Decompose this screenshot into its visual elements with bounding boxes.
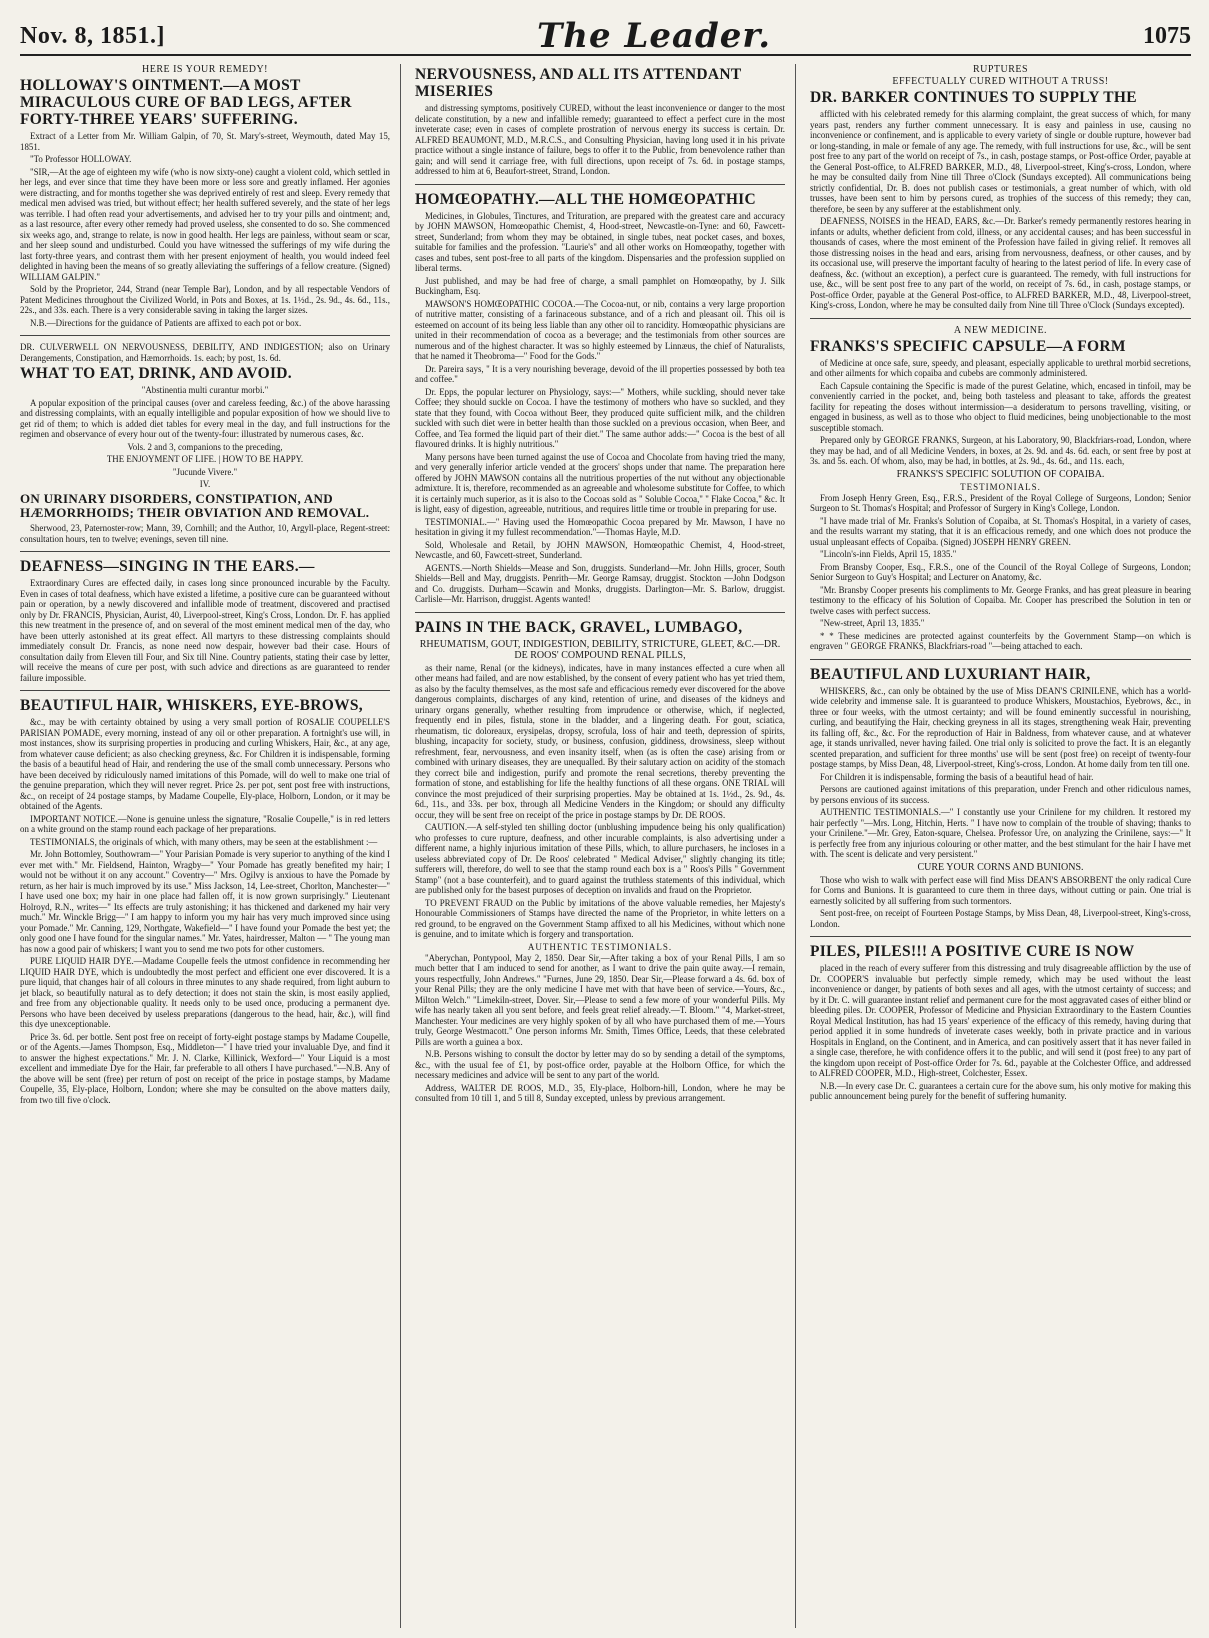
ad-text: Dr. Epps, the popular lecturer on Physiology, says:—" Mothers, while suckling, should never take Coffee; they should suckle on Cocoa. I have the testimony of mothers who have so suckled, and they state that they found, with Cocoa without Beer, they produced quite sufficient milk, and the children suckled with such diet were in better health than those suckled on a previous occasion, when Beer, and Coffee, and Tea formed the liquid part of their diet." The same author adds:—" Cocoa is the best of all flavoured drinks. It is highly nutritious."	[415, 386, 785, 450]
ad-holloway	[20, 64, 390, 336]
ad-culverwell	[20, 342, 390, 552]
ad-kicker: RUPTURES	[972, 64, 1029, 75]
ad-headline: FRANKS'S SPECIFIC CAPSULE—A FORM	[810, 337, 1126, 355]
ad-headline: HOMŒOPATHY.—ALL THE HOMŒOPATHIC	[415, 190, 756, 208]
ad-text: Persons are cautioned against imitations of this preparation, under French and other ridiculous names, by persons envious of its success.	[810, 784, 1191, 805]
ad-motto: "Abstinentia multi curantur morbi."	[141, 385, 269, 396]
ad-headline: DR. BARKER CONTINUES TO SUPPLY THE	[810, 89, 1137, 106]
ad-text: From Bransby Cooper, Esq., F.R.S., one of the Council of the Royal College of Surgeons, London; Senior Surgeon to Guy's Hospital; and Lecturer on Anatomy, &c.	[810, 561, 1191, 583]
ad-piles	[810, 943, 1191, 1109]
ad-headline: PAINS IN THE BACK, GRAVEL, LUMBAGO,	[415, 618, 743, 636]
ad-text: placed in the reach of every sufferer from this distressing and truly disagreeable affliction by the use of Dr. COOPER'S invaluable but perfectly simple remedy, which may be used without the least inconvenience or danger, by patients of both sexes and all ages, with the utmost certainty of success; and by it Dr. C. will guarantee instant relief and permanent cure for the most aggravated cases of either blind or bleeding piles. Dr. COOPER, Professor of Medicine and Physician Extraordinary to the Eastern Counties Royal Medical Institution, has had 15 years' experience of the efficacy of this remedy, having during that period applied it in some hundreds of inveterate cases weekly, both in private practice and in various Hospitals in England, on the Continent, and in America, and can positively assert that it has never failed in a single case, therefore, he with confidence offers it to the public, and will send it (post free) to any part of the kingdom upon receipt of Post-office Order for 7s. 6d., payable at the Colchester Office, and addressed to ALFRED COOPER, M.D., High-street, Colchester, Essex.	[810, 963, 1191, 1079]
ad-text: Mr. John Bottomley, Southowram—" Your Parisian Pomade is very superior to anything of the kind I ever met with." Mr. Fieldsend, Hainton, Wragby—" Your Pomade has greatly benefited my hair; I would not be without it on any account." Coventry—" Mrs. Ogilvy is anxious to have the Pomade by return, as her hair is much improved by its use." Miss Jackson, 14, Lee-street, Chorlton, Manchester—" I have used one box; my hair in one place had fallen off, it is now grown surprisingly." Lieutenant Holroyd, R.N., writes—" Its effects are truly astonishing; it has thickened and darkened my hair very much." Mr. Winckle Brigg—" I am happy to inform you my hair has very much improved since using your Pomade." Mr. Canning, 129, Northgate, Wakefield—" I have found your Pomade the best yet; the only good one I have found for the singular names." Mr. Yates, hairdresser, Malton — " The young man has now a good pair of whiskers; I want you to send me two pots for other customers.	[20, 849, 390, 954]
ad-deafness	[20, 558, 390, 691]
ad-de-roos	[415, 619, 785, 1111]
ad-text: Address, WALTER DE ROOS, M.D., 35, Ely-place, Holborn-hill, London, where he may be consulted from 10 till 1, and 5 till 8, Sunday excepted, unless by previous arrangement.	[415, 1082, 785, 1104]
ad-headline: HOLLOWAY'S OINTMENT.—A MOST MIRACULOUS CURE OF BAD LEGS, AFTER FORTY-THREE YEARS' SUFFERING.	[20, 77, 352, 129]
ad-text: For Children it is indispensable, forming the basis of a beautiful head of hair.	[820, 771, 1094, 782]
ad-headline: PILES, PILES!!! A POSITIVE CURE IS NOW	[810, 943, 1135, 961]
column-3	[810, 64, 1191, 1628]
ad-text: Price 3s. 6d. per bottle. Sent post free on receipt of forty-eight postage stamps by Madame Coupelle, or of the Agents.—James Thompson, Esq., Middleton—" I have tried your invaluable Dye, and find it to answer the highest expectations." Mr. J. N. Clarke, Killinick, Wexford—" Your Liquid is a most excellent and immediate Dye for the Hair, far preferable to all others I have purchased."—N.B. Any of the above will be sent (free) per return of post on receipt of the price in postage stamps, by Madame Coupelle, 35, Ely-place, Holborn, London; where she may be consulted on the above matters daily, from two till five o'clock.	[20, 1031, 390, 1105]
issue-date: Nov. 8, 1851.]	[20, 22, 165, 49]
column-2	[415, 64, 796, 1628]
ad-nervousness	[415, 66, 785, 185]
ad-subheadline: CURE YOUR CORNS AND BUNIONS.	[917, 861, 1084, 873]
ad-homoeopathy	[415, 191, 785, 613]
ad-text: PURE LIQUID HAIR DYE.—Madame Coupelle feels the utmost confidence in recommending her LIQUID HAIR DYE, which is undoubtedly the most perfect and efficient one ever discovered. It is a pure liquid, that changes hair of all colours in three minutes to any shade required, from light auburn to jet black, so beautifully natural as to defy detection; it does not stain the skin, is most easily applied, and free from any objectionable quality. It needs only to be used once, producing a permanent dye. Persons who have been deceived by useless preparations (dangerous to the head, hair, &c.), will find this dye unexceptionable.	[20, 956, 390, 1030]
ad-text: AUTHENTIC TESTIMONIALS.—" I constantly use your Crinilene for my children. It restored my hair perfectly "—Mrs. Long, Hitchin, Herts. " I have now to complain of the trouble of shaving; thanks to your Crinilene."—Mr. Grey, Eaton-square, Chelsea. Professor Ure, on analyzing the Crinilene, says:—" It is perfectly free from any injurious colouring or other matter, and the best stimulant for the hair I have met with. The scent is delicate and very persistent."	[810, 807, 1191, 860]
ad-text: &c., may be with certainty obtained by using a very small portion of ROSALIE COUPELLE'S PARISIAN POMADE, every morning, instead of any oil or other preparation. A fortnight's use will, in most instances, show its surprising properties in producing and curling Whiskers, Hair, &c., at any age, from whatever cause deficient; as also checking greyness, &c. For Children it is indispensable, forming the basis of a beautiful head of Hair, and rendering the use of the small comb unnecessary. Persons who have been deceived by ridiculously named imitations of this Pomade, will do well to make one trial of the genuine preparation, which they will never regret. Price 2s. per pot, sent post free with instructions, &c., on receipt of 24 postage stamps, by Madame Coupelle, Ely-place, Holborn, London, or it may be obtained of the Agents.	[20, 717, 390, 812]
ad-headline: DEAFNESS—SINGING IN THE EARS.—	[20, 558, 315, 576]
column-1	[20, 64, 401, 1628]
ad-text: DEAFNESS, NOISES in the HEAD, EARS, &c.—Dr. Barker's remedy permanently restores hearing in infants or adults, whether deficient from cold, illness, or any accidental causes; and has been successful in thousands of cases, where the most eminent of the Profession have failed in giving relief. It removes all those distressing noises in the head and ears, arising from nervousness, deafness, or other causes, and by its occasional use, will preserve the important faculty of hearing to the latest period of life. In every case of deafness, &c. (without an exception), a perfect cure is guaranteed. The remedy, with full instructions for use, &c., will be sent post free to any part of the world, on receipt of 7s. 6d., in cash, postage stamps, or Post-office Order, payable at the General Post-office, to ALFRED BARKER, M.D., 48, Liverpool-street, King's-cross, London, where he may be consulted daily from Nine till Three o'Clock (Sundays excepted).	[810, 216, 1191, 311]
ad-subheadline: RHEUMATISM, GOUT, INDIGESTION, DEBILITY, STRICTURE, GLEET, &C.—DR. DE ROOS' COMPOUND RENAL PILLS,	[419, 638, 781, 661]
ad-kicker: A NEW MEDICINE.	[953, 324, 1048, 336]
ad-franks	[810, 325, 1191, 660]
ad-text: afflicted with his celebrated remedy for this alarming complaint, the great success of which, for many years past, renders any further comment unnecessary. It is easy and painless in use, causing no inconvenience or confinement, and is applicable to every variety of single or double rupture, however bad or long-standing, in male or female of any age. The remedy, with full instructions for use, &c., will be sent post free to any part of the world on receipt of 7s., in cash, postage stamps, or Post-office Order, payable at the General Post-office, to ALFRED BARKER, M.D., 48, Liverpool-street, King's-cross, London, where he may be consulted daily from Nine till Three o'Clock (Sundays excepted). All communications being strictly confidential, Dr. B. does not publish cases or testimonials, a great number of which, with old trusses, have been sent to him by persons cured, as trophies of the success of this remedy; they can, therefore, be seen by any sufferer at the establishment only.	[810, 109, 1191, 214]
ad-barker	[810, 64, 1191, 319]
ad-headline: NERVOUSNESS, AND ALL ITS ATTENDANT MISERIES	[415, 66, 742, 101]
ad-text: "SIR,—At the age of eighteen my wife (who is now sixty-one) caught a violent cold, which settled in her legs, and ever since that time they have been more or less sore and greatly inflamed. Her agonies were distracting, and for months together she was deprived entirely of rest and sleep. Every remedy that medical men advised was tried, but without effect; her health suffered severely, and the state of her legs was terrible. I had often read your advertisements, and advised her to try your pills and ointment; and, as a last resource, after every other remedy had proved useless, she consented to do so. She commenced six weeks ago, and, strange to relate, is now in good health. Her legs are painless, without seam or scar, and her sleep sound and undisturbed. Could you have witnessed the sufferings of my wife during the last forty-three years, and contrast them with her present enjoyment of health, you would indeed feel delighted in having been the means of so greatly alleviating the sufferings of a fellow creature. (Signed) WILLIAM GALPIN."	[20, 166, 390, 282]
ad-text: N.B.—In every case Dr. C. guarantees a certain cure for the above sum, his only motive for making this public announcement being purely for the benefit of suffering humanity.	[810, 1080, 1191, 1102]
ad-text: From Joseph Henry Green, Esq., F.R.S., President of the Royal College of Surgeons, London; Senior Surgeon to St. Thomas's Hospital; and Professor of Surgery in King's College, London.	[810, 492, 1191, 514]
ad-text: Vols. 2 and 3, companions to the preceding,	[127, 441, 283, 452]
ad-text: MAWSON'S HOMŒOPATHIC COCOA.—The Cocoa-nut, or nib, contains a very large proportion of nutritive matter, consisting of a farinaceous substance, and of a rich and pleasant oil. This oil is esteemed on account of its being less liable than any other oil to rancidity. Homœopathic physicians are united in their recommendation of cocoa as a beverage; and the testimonials from other sources are numerous and of the highest character. It was so highly esteemed by Linnæus, the chief of Naturalists, that he named it Theobroma—" Food for the Gods."	[415, 298, 785, 362]
ad-text: Sent post-free, on receipt of Fourteen Postage Stamps, by Miss Dean, 48, Liverpool-street, King's-cross, London.	[810, 908, 1191, 929]
ad-section-label: TESTIMONIALS.	[960, 481, 1041, 492]
newspaper-title: The Leader.	[536, 16, 772, 56]
ad-dean-crinilene	[810, 666, 1191, 938]
ad-text: * * These medicines are protected against counterfeits by the Government Stamp—on which is engraven " GEORGE FRANKS, Blackfriars-road "—being attached to each.	[810, 630, 1191, 652]
ad-text: "New-street, April 13, 1835."	[820, 618, 925, 629]
ad-text: of Medicine at once safe, sure, speedy, and pleasant, especially applicable to urethral morbid secretions, and other ailments for which copaiba and cubebs are commonly administered.	[810, 357, 1191, 379]
ad-subheadline: FRANKS'S SPECIFIC SOLUTION OF COPAIBA.	[896, 468, 1105, 480]
ad-text: Sold, Wholesale and Retail, by JOHN MAWSON, Homœopathic Chemist, 4, Hood-street, Newcastle, and 60, Fawcett-street, Sunderland.	[415, 539, 785, 561]
ad-text: "I have made trial of Mr. Franks's Solution of Copaiba, at St. Thomas's Hospital, in a variety of cases, and the results warrant my stating, that it is an efficacious remedy, and one which does not produce the usual unpleasant effects of Copaiba. (Signed) JOSEPH HENRY GREEN.	[810, 515, 1191, 547]
ad-headline: BEAUTIFUL HAIR, WHISKERS, EYE-BROWS,	[20, 697, 363, 715]
columns	[20, 64, 1191, 1628]
ad-kicker: EFFECTUALLY CURED WITHOUT A TRUSS!	[892, 76, 1109, 87]
ad-text: N.B. Persons wishing to consult the doctor by letter may do so by sending a detail of the symptoms, &c., with the usual fee of £1, by post-office order, payable at the Holborn Office, for which the necessary medicines and advice will be sent to any part of the world.	[415, 1049, 785, 1081]
ad-text: IMPORTANT NOTICE.—None is genuine unless the signature, "Rosalie Coupelle," is in red letters on a white ground on the stamp round each package of her preparations.	[20, 813, 390, 835]
ad-text: IV.	[199, 479, 211, 490]
ad-text: Many persons have been turned against the use of Cocoa and Chocolate from having tried the many, and very generally inferior article vended at the grocers' shops under that name. The preparation here offered by JOHN MAWSON contains all the nutritious properties of the nut without any objectionable admixture. It is, therefore, recommended as an agreeable and wholesome substitute for Coffee, to which it is certainly much superior, as it is also to the Cocoas sold as " Soluble Cocoa," " Flake Cocoa," &c. It is light, easy of digestion, agreeable, nutritious, and requires little time or trouble in preparing for use.	[415, 451, 785, 515]
masthead	[20, 18, 1191, 56]
ad-headline: BEAUTIFUL AND LUXURIANT HAIR,	[810, 665, 1091, 683]
ad-text: AGENTS.—North Shields—Mease and Son, druggists. Sunderland—Mr. John Hills, grocer, South Shields—Bell and May, druggists. Penrith—Mr. George Ramsay, druggist. Stockton —John Dodgson and Co. druggists. Durham—Scawin and Monks, druggists. Darlington—Mr. S. Barlow, druggist. Carlisle—Mr. Harrison, druggist. Agents wanted!	[415, 562, 785, 605]
ad-text: DR. CULVERWELL ON NERVOUSNESS, DEBILITY, AND INDIGESTION; also on Urinary Derangements, Constipation, and Hæmorrhoids. 1s. each; by post, 1s. 6d.	[20, 342, 390, 363]
ad-text: TESTIMONIALS, the originals of which, with many others, may be seen at the establishment :—	[30, 836, 378, 847]
ad-kicker: HERE IS YOUR REMEDY!	[141, 64, 268, 75]
ad-text: "To Professor HOLLOWAY.	[30, 154, 132, 165]
ad-text: "Aberychan, Pontypool, May 2, 1850. Dear Sir,—After taking a box of your Renal Pills, I am so much better that I am induced to send for another, as I want to drive the pain quite away.—I remain, yours respectfully, John Andrews." "Furnes, June 29, 1850. Dear Sir,—Please forward a 4s. 6d. box of your Renal Pills; they are the only medicine I have met with that have been of service.—Yours, &c., Milton Welch." "Limekiln-street, Dover. Sir,—Please to send a few more of your wonderful Pills. My wife has nearly taken all you sent before, and feels great relief already.—T. Bloom." "4, Market-street, Manchester. Your medicines are very highly spoken of by all who have purchased them of me.—Yours truly, George Westmacott." One person informs Mr. Smith, Times Office, Leeds, that these celebrated Pills are worth a guinea a box.	[415, 952, 785, 1047]
ad-text: WHISKERS, &c., can only be obtained by the use of Miss DEAN'S CRINILENE, which has a world-wide celebrity and immense sale. It is guaranteed to produce Whiskers, Moustachios, Eyebrows, &c., in three or four weeks, with the utmost certainty; and will be found eminently successful in nourishing, curling, and beautifying the Hair, checking greyness in all its stages, strengthening weak Hair, preventing its falling off, &c., &c. For the reproduction of Hair in Baldness, from whatever cause, and at whatever age, it stands unrivalled, never having failed. One trial only is solicited to prove the fact. It is an elegantly scented preparation, and sufficient for three months' use will be sent (post free) on receipt of twenty-four postage stamps, by Miss Dean, 48, Liverpool-street, King's-cross, London. At home daily from ten till one.	[810, 685, 1191, 770]
ad-text: CAUTION.—A self-styled ten shilling doctor (unblushing impudence being his only qualification) who professes to cure rupture, deafness, and other incurable complaints, is also advertising under a different name, a highly injurious imitation of these Pills, which, to allure purchasers, he incloses in a useless abbreviated copy of Dr. De Roos' celebrated " Medical Adviser," slightly changing its title; sufferers will, therefore, do well to see that the stamp round each box is a " Roos's Pills " Government Stamp" (not a base counterfeit), and to guard against the truthless statements of this individual, which are published only for the basest purposes of deception on invalids and fraud on the Proprietor.	[415, 822, 785, 896]
ad-section-label: AUTHENTIC TESTIMONIALS.	[527, 941, 673, 952]
ad-text: "Mr. Bransby Cooper presents his compliments to Mr. George Franks, and has great pleasure in bearing testimony to the efficacy of his Solution of Copaiba. Mr. Cooper has prescribed the Solution in ten or twelve cases with perfect success.	[810, 584, 1191, 616]
ad-text: Extraordinary Cures are effected daily, in cases long since pronounced incurable by the Faculty. Even in cases of total deafness, which have existed a lifetime, a positive cure can be guaranteed without pain or operation, by a newly discovered and infallible mode of treatment, discovered and practised only by Dr. FRANCIS, Physician, Aurist, 40, Liverpool-street, King's Cross, London. Dr. F. has applied this new treatment in the presence of, and on several of the most eminent medical men of the day, who have been utterly astonished at its great effect. All martyrs to these distressing complaints should immediately consult Dr. Francis, as none need now despair, however bad their case. Hours of consultation daily from Eleven till Four, and Six till Nine. Country patients, stating their case by letter, will receive the means of cure per post, with such advice and directions as are guaranteed to render failure impossible.	[20, 578, 390, 683]
ad-text: Those who wish to walk with perfect ease will find Miss DEAN'S ABSORBENT the only radical Cure for Corns and Bunions. It is guaranteed to cure them in three days, without cutting or pain. One trial is earnestly solicited by all suffering from such tormentors.	[810, 874, 1191, 906]
ad-text: TESTIMONIAL.—" Having used the Homœopathic Cocoa prepared by Mr. Mawson, I have no hesitation in giving it my fullest recommendation."—Thomas Hayle, M.D.	[415, 516, 785, 538]
ad-text: "Lincoln's-inn Fields, April 15, 1835."	[820, 549, 957, 560]
ad-text: Sherwood, 23, Paternoster-row; Mann, 39, Cornhill; and the Author, 10, Argyll-place, Regent-street: consultation hours, ten to twelve; evenings, seven till nine.	[20, 523, 390, 544]
ad-text: N.B.—Directions for the guidance of Patients are affixed to each pot or box.	[30, 317, 302, 328]
ad-text: TO PREVENT FRAUD on the Public by imitations of the above valuable remedies, her Majesty's Honourable Commissioners of Stamps have directed the name of the Proprietor, in white letters on a red ground, to be engraved on the Government Stamp affixed to all his Medicines, without which none is genuine, and to imitate which is forgery and transportation.	[415, 897, 785, 940]
ad-text: A popular exposition of the principal causes (over and careless feeding, &c.) of the above harassing and distressing complaints, with an equally intelligible and popular exposition of how we should live to get rid of them; to which is added diet tables for every meal in the day, and full instructions for the regimen and observance of every hour out of the twenty-four: illustrated by numerous cases, &c.	[20, 397, 390, 440]
ad-text: THE ENJOYMENT OF LIFE. | HOW TO BE HAPPY.	[106, 454, 304, 465]
ad-coupelle	[20, 697, 390, 1112]
ad-text: Extract of a Letter from Mr. William Galpin, of 70, St. Mary's-street, Weymouth, dated May 15, 1851.	[20, 131, 390, 152]
ad-text: Dr. Pareira says, " It is a very nourishing beverage, devoid of the ill properties possessed by both tea and coffee."	[415, 363, 785, 385]
ad-text: Prepared only by GEORGE FRANKS, Surgeon, at his Laboratory, 90, Blackfriars-road, London, where they may be had, and of all Medicine Venders, in boxes, at 2s. 9d. and 4s. 6d. each, or sent free by post at 3s. and 5s. each. Of whom, also, may be had, in bottles, at 2s. 9d., 4s. 6d., and 11s. each,	[810, 435, 1191, 467]
ad-text: Each Capsule containing the Specific is made of the purest Gelatine, which, encased in tinfoil, may be conveniently carried in the pocket, and, being both tasteless and pleasant to take, affords the greatest facility for repeating the doses without intermission—a desideratum to persons travelling, visiting, or engaged in business, as well as to those who object to fluid medicines, being unobjectionable to the most susceptible stomach.	[810, 380, 1191, 433]
ad-text: as their name, Renal (or the kidneys), indicates, have in many instances effected a cure when all other means had failed, and are now established, by the consent of every patient who has yet tried them, as also by the faculty themselves, as the most safe and efficacious remedy ever discovered for the above dangerous complaints, discharges of any kind, retention of urine, and diseases of the kidneys and urinary organs generally, whether resulting from imprudence or otherwise, which, if neglected, frequently end in piles, fistula, stone in the bladder, and a lingering death. For gout, sciatica, rheumatism, tic doloreaux, erysipelas, dropsy, scrofula, loss of hair and teeth, depression of spirits, blushing, incapacity for society, study, or business, confusion, giddiness, drowsiness, sleep without refreshment, fear, nervousness, and even insanity itself, when (as is often the case) arising from or combined with urinary diseases, they are unequalled. By their salutary action on acidity of the stomach they correct bile and indigestion, purify and promote the renal secretions, thereby preventing the formation of stone, and establishing for life the healthy functions of all these organs. ONE TRIAL will convince the most prejudiced of their surprising properties. May be obtained at 1s. 1½d., 2s. 9d., 4s. 6d., 11s., and 33s. per box, through all Medicine Venders in the Kingdom; or should any difficulty occur, they will be sent free on receipt of the price in postage stamps by Dr. DE ROOS.	[415, 662, 785, 820]
ad-headline: WHAT TO EAT, DRINK, AND AVOID.	[20, 365, 292, 383]
ad-text: "Jucunde Vivere."	[172, 466, 238, 477]
ad-text: Sold by the Proprietor, 244, Strand (near Temple Bar), London, and by all respectable Vendors of Patent Medicines throughout the Civilized World, in Pots and Boxes, at 1s. 1½d., 2s. 9d., 4s. 6d., 11s., 22s., and 33s. each. There is a very considerable saving in taking the larger sizes.	[20, 284, 390, 316]
ad-text: Just published, and may be had free of charge, a small pamphlet on Homœopathy, by J. Silk Buckingham, Esq.	[415, 275, 785, 297]
ad-text: Medicines, in Globules, Tinctures, and Trituration, are prepared with the greatest care and accuracy by JOHN MAWSON, Homœopathic Chemist, 4, Hood-street, Newcastle-on-Tyne: and 60, Fawcett-street, Sunderland; from whom they may be obtained, in single tubes, neat pocket cases, and boxes, suitable for families and the profession. "Laurie's" and all other works on Homœopathy, together with cases and tubes, sent post-free to all parts of the kingdom. Dispensaries and the profession supplied on liberal terms.	[415, 210, 785, 274]
page-number: 1075	[1143, 22, 1191, 49]
ad-headline: ON URINARY DISORDERS, CONSTIPATION, AND HÆMORRHOIDS; THEIR OBVIATION AND REMOVAL.	[20, 490, 370, 520]
ad-text: and distressing symptoms, positively CURED, without the least inconvenience or danger to the most delicate constitution, by a new and infallible remedy; guaranteed to effect a perfect cure in the most inveterate case; even in cases of complete prostration of nervous energy its success is certain. Dr. ALFRED BEAUMONT, M.D., M.R.C.S., and Consulting Physician, having long used it in his private practice without a single instance of failure, begs to offer it to the Public, from benevolence rather than gain; and will send it carriage free, with full directions, upon receipt of 7s. 6d. in postage stamps, addressed to him at 6, Beaufort-street, Strand, London.	[415, 103, 785, 177]
